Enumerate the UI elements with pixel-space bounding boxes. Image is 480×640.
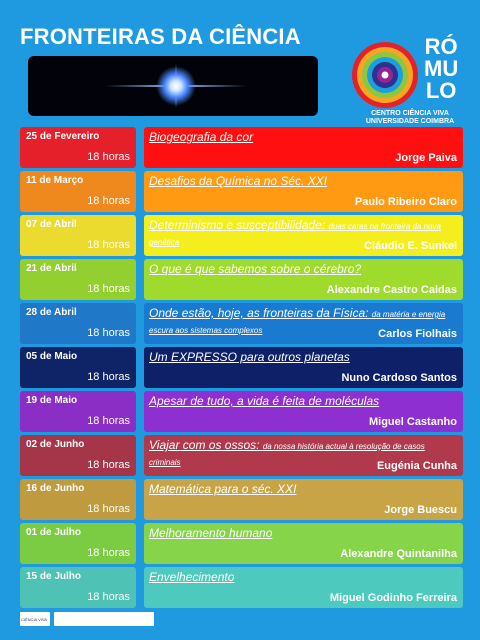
talk-row — [20, 259, 463, 303]
talk-time: 18 horas — [87, 283, 130, 295]
talk-row — [20, 567, 463, 611]
logo-subtitle: CENTRO CIÊNCIA VIVA UNIVERSIDADE COIMBRA — [365, 110, 455, 125]
talk-row — [20, 391, 463, 435]
talk-time: 18 horas — [87, 591, 130, 603]
talk-box — [144, 347, 463, 388]
talk-row — [20, 215, 463, 259]
talk-speaker: Paulo Ribeiro Claro — [354, 196, 457, 208]
talk-date: 01 de Julho — [26, 527, 82, 538]
talk-speaker: Cláudio E. Sunkel — [364, 240, 457, 252]
romulo-logo-text: RÓ MU LO — [424, 34, 459, 103]
talk-row — [20, 171, 463, 215]
talk-time: 18 horas — [87, 459, 130, 471]
talk-time: 18 horas — [87, 151, 130, 163]
talk-schedule — [20, 127, 463, 611]
talk-date: 25 de Fevereiro — [26, 131, 100, 142]
date-box — [20, 347, 136, 388]
talk-box — [144, 391, 463, 432]
talk-time: 18 horas — [87, 239, 130, 251]
poster-title: FRONTEIRAS DA CIÊNCIA — [20, 24, 301, 49]
talk-date: 05 de Maio — [26, 351, 78, 362]
talk-title[interactable]: Desafios da Química no Séc. XXI — [149, 174, 328, 188]
talk-row — [20, 347, 463, 391]
talk-row — [20, 479, 463, 523]
talk-speaker: Carlos Fiolhais — [378, 328, 457, 340]
talk-title[interactable]: Viajar com os ossos: da nossa história actual à resolução de casos criminais — [149, 438, 425, 467]
talk-speaker: Alexandre Quintanilha — [340, 548, 457, 560]
star-glow — [156, 66, 196, 106]
talk-box — [144, 127, 463, 168]
date-box — [20, 435, 136, 476]
talk-title[interactable]: Determinismo e susceptibilidade: duas caras na fronteira da nova genética — [149, 218, 441, 247]
talk-title[interactable]: Matemática para o séc. XXI — [149, 482, 297, 496]
talk-box — [144, 567, 463, 608]
talk-row — [20, 127, 463, 171]
talk-box — [144, 523, 463, 564]
talk-title[interactable]: Um EXPRESSO para outros planetas — [149, 350, 350, 364]
talk-speaker: Miguel Godinho Ferreira — [329, 592, 457, 604]
talk-date: 15 de Julho — [26, 571, 82, 582]
talk-box — [144, 435, 463, 476]
institution-logo — [54, 612, 154, 626]
date-box — [20, 215, 136, 256]
talk-subtitle: duas caras na fronteira da nova genética — [149, 222, 441, 247]
talk-time: 18 horas — [87, 327, 130, 339]
talk-title[interactable]: O que é que sabemos sobre o cérebro? — [149, 262, 362, 276]
talk-box — [144, 259, 463, 300]
talk-box — [144, 479, 463, 520]
talk-date: 16 de Junho — [26, 483, 85, 494]
date-box — [20, 567, 136, 608]
talk-date: 02 de Junho — [26, 439, 85, 450]
date-box — [20, 259, 136, 300]
talk-speaker: Eugénia Cunha — [376, 460, 457, 472]
talk-speaker: Nuno Cardoso Santos — [341, 372, 457, 384]
talk-title[interactable]: Biogeografia da cor — [149, 130, 254, 144]
talk-speaker: Jorge Buescu — [384, 504, 457, 516]
talk-box — [144, 303, 463, 344]
date-box — [20, 391, 136, 432]
talk-row — [20, 435, 463, 479]
talk-date: 11 de Março — [26, 175, 84, 186]
talk-time: 18 horas — [87, 503, 130, 515]
talk-date: 19 de Maio — [26, 395, 78, 406]
talk-speaker: Alexandre Castro Caldas — [326, 284, 457, 296]
date-box — [20, 479, 136, 520]
talk-title[interactable]: Envelhecimento — [149, 570, 235, 584]
talk-row — [20, 303, 463, 347]
date-box — [20, 127, 136, 168]
talk-speaker: Jorge Paiva — [395, 152, 457, 164]
talk-row — [20, 523, 463, 567]
romulo-logo-icon — [350, 40, 420, 110]
talk-date: 28 de Abril — [26, 307, 77, 318]
talk-date: 21 de Abril — [26, 263, 77, 274]
talk-time: 18 horas — [87, 415, 130, 427]
talk-box — [144, 171, 463, 212]
talk-title[interactable]: Onde estão, hoje, as fronteiras da Física: da matéria e energia escura aos sistemas complexos — [149, 306, 446, 335]
talk-title[interactable]: Apesar de tudo, a vida é feita de moléculas — [149, 394, 380, 408]
talk-time: 18 horas — [87, 371, 130, 383]
starburst-image — [28, 56, 318, 116]
date-box — [20, 303, 136, 344]
talk-speaker: Miguel Castanho — [368, 416, 457, 428]
ciencia-viva-logo: CIÊNCIA VIVA — [20, 612, 50, 626]
talk-subtitle: da matéria e energia escura aos sistemas complexos — [149, 310, 446, 335]
talk-time: 18 horas — [87, 547, 130, 559]
date-box — [20, 523, 136, 564]
talk-box — [144, 215, 463, 256]
date-box — [20, 171, 136, 212]
talk-title[interactable]: Melhoramento humano — [149, 526, 273, 540]
talk-subtitle: da nossa história actual à resolução de casos criminais — [149, 442, 425, 467]
talk-date: 07 de Abril — [26, 219, 77, 230]
talk-time: 18 horas — [87, 195, 130, 207]
